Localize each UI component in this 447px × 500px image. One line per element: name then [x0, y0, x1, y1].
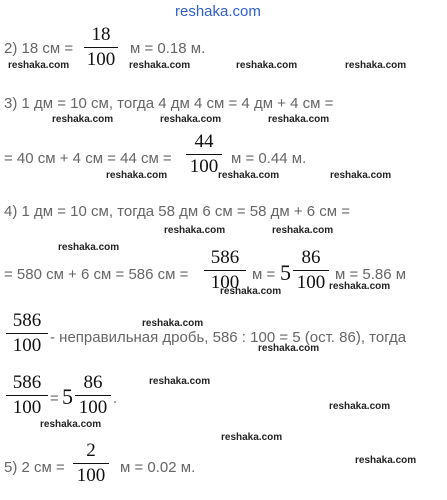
item4-line1: 4) 1 дм = 10 см, тогда 58 дм 6 см = 58 дм + 6 см = [4, 203, 351, 220]
watermark: reshaka.com [164, 225, 226, 236]
explain-frac-num: 586 [12, 310, 42, 331]
item2-fraction [84, 25, 118, 70]
item5-frac-num: 2 [86, 440, 96, 461]
item4-frac1-num: 586 [210, 247, 240, 268]
explain-eq-frac-num: 586 [12, 372, 42, 393]
watermark: reshaka.com [142, 318, 204, 329]
watermark: reshaka.com [330, 170, 392, 181]
watermark: reshaka.com [218, 170, 280, 181]
explain-mix-den: 100 [78, 397, 108, 418]
watermark: reshaka.com [329, 401, 391, 412]
watermark: reshaka.com [8, 60, 70, 71]
explain-equals: = [50, 390, 59, 407]
fraction-bar [293, 270, 329, 271]
item3-line2-suffix: м = 0.44 м. [231, 150, 307, 167]
fraction-bar [84, 47, 118, 48]
item5-fraction [73, 441, 109, 486]
explain-whole: 5 [62, 384, 73, 409]
item4-frac2-den: 100 [296, 272, 326, 293]
watermark: reshaka.com [220, 286, 282, 297]
item3-frac-num: 44 [194, 131, 214, 152]
watermark: reshaka.com [106, 170, 168, 181]
explain-frac-den: 100 [12, 335, 42, 356]
explain-text: - неправильная дробь, 586 : 100 = 5 (ост. 86), тогда [50, 329, 407, 346]
item5-frac-den: 100 [76, 465, 106, 486]
watermark: reshaka.com [272, 225, 334, 236]
watermark: reshaka.com [236, 60, 298, 71]
item2-frac-num: 18 [91, 24, 111, 45]
watermark: reshaka.com [58, 242, 120, 253]
watermark: reshaka.com [221, 432, 283, 443]
item2-prefix: 2) 18 см = [4, 40, 74, 57]
fraction-bar [75, 395, 111, 396]
watermark: reshaka.com [160, 114, 222, 125]
watermark: reshaka.com [52, 114, 114, 125]
item4-mid: м = [252, 266, 276, 283]
fraction-bar [186, 154, 222, 155]
watermark: reshaka.com [355, 455, 417, 466]
fraction-bar [204, 270, 246, 271]
item3-frac-den: 100 [189, 156, 219, 177]
item4-line2-suffix: м = 5.86 м [335, 266, 407, 283]
watermark: reshaka.com [258, 343, 320, 354]
item4-frac1-den: 100 [210, 272, 240, 293]
watermark: reshaka.com [129, 60, 191, 71]
item4-line2-prefix: = 580 см + 6 см = 586 см = [4, 266, 189, 283]
fraction-bar [73, 463, 109, 464]
item2-suffix: м = 0.18 м. [130, 40, 206, 57]
explain-eq-frac-den: 100 [12, 397, 42, 418]
explain-dot: . [113, 390, 118, 407]
explain-fraction [6, 311, 48, 356]
fraction-bar [6, 333, 48, 334]
item2-frac-den: 100 [86, 49, 116, 70]
item3-line2-prefix: = 40 см + 4 см = 44 см = [4, 150, 172, 167]
item3-fraction [186, 132, 222, 177]
item4-whole: 5 [280, 260, 291, 285]
watermark: reshaka.com [345, 60, 407, 71]
watermark: reshaka.com [149, 376, 211, 387]
item5-suffix: м = 0.02 м. [120, 459, 196, 476]
item4-frac2-num: 86 [301, 247, 321, 268]
item3-line1: 3) 1 дм = 10 см, тогда 4 дм 4 см = 4 дм + 4 см = [4, 95, 334, 112]
item5-prefix: 5) 2 см = [4, 459, 65, 476]
site-title: reshaka.com [175, 3, 261, 20]
explain-eq-fraction [6, 373, 48, 418]
watermark: reshaka.com [40, 419, 102, 430]
explain-mixed-fraction [75, 373, 111, 418]
watermark: reshaka.com [329, 281, 391, 292]
explain-mix-num: 86 [83, 372, 103, 393]
fraction-bar [6, 395, 48, 396]
item4-fraction2 [293, 248, 329, 293]
watermark: reshaka.com [268, 114, 330, 125]
